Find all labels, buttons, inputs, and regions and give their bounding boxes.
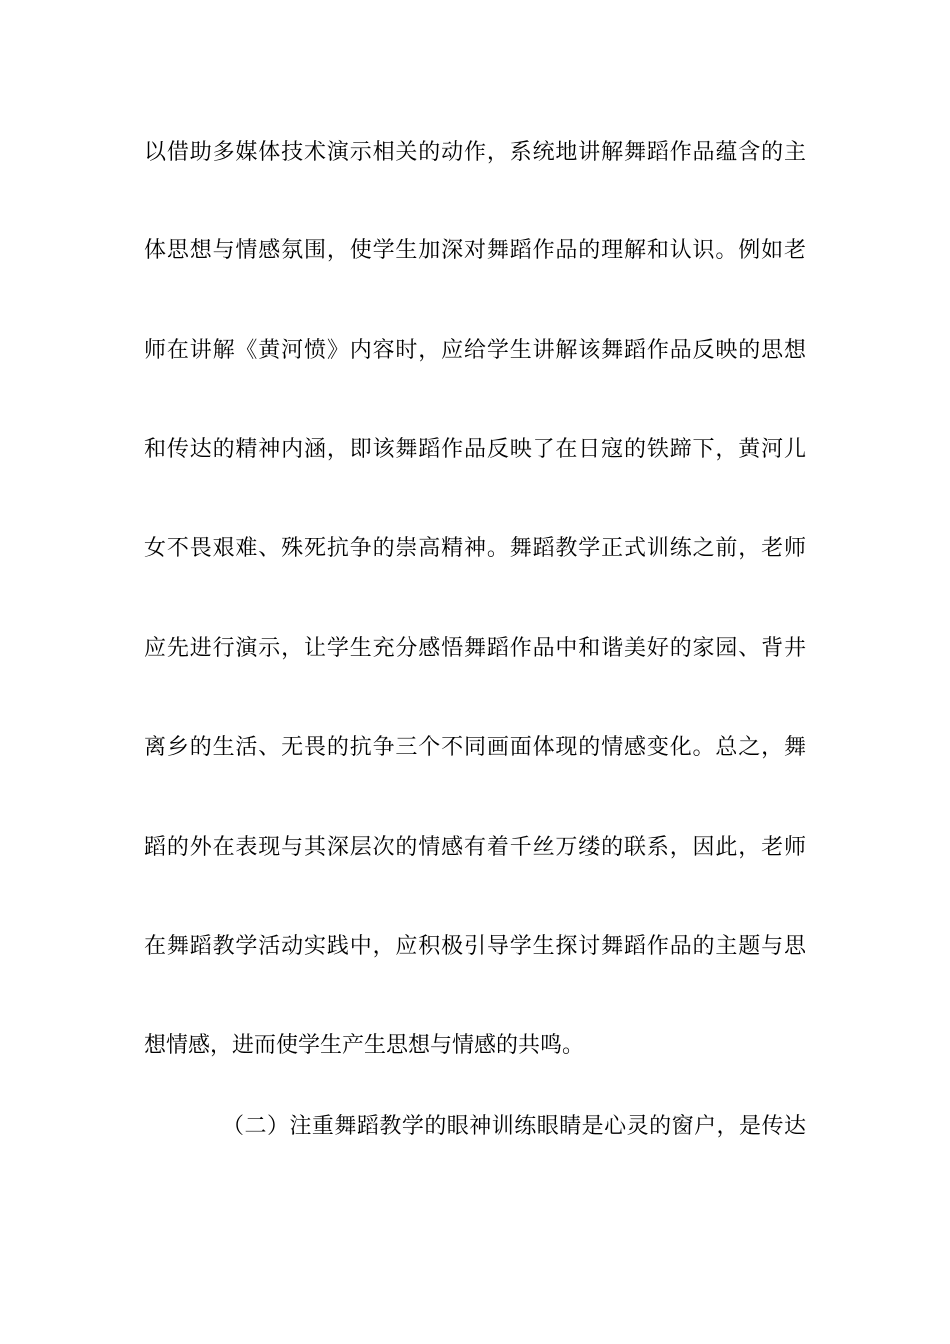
- paragraph-line: 蹈的外在表现与其深层次的情感有着千丝万缕的联系，因此，老师: [144, 835, 806, 860]
- paragraph-line: 以借助多媒体技术演示相关的动作，系统地讲解舞蹈作品蕴含的主: [144, 140, 806, 165]
- paragraph-line: 体思想与情感氛围，使学生加深对舞蹈作品的理解和认识。例如老: [144, 238, 806, 263]
- paragraph-line: 师在讲解《黄河愤》内容时，应给学生讲解该舞蹈作品反映的思想: [144, 338, 806, 363]
- paragraph-line: 和传达的精神内涵，即该舞蹈作品反映了在日寇的铁蹄下，黄河儿: [144, 437, 806, 462]
- section-heading-line: （二）注重舞蹈教学的眼神训练眼睛是心灵的窗户，是传达: [222, 1114, 806, 1139]
- paragraph-line: 应先进行演示，让学生充分感悟舞蹈作品中和谐美好的家园、背井: [144, 636, 806, 661]
- paragraph-last-line: 想情感，进而使学生产生思想与情感的共鸣。: [144, 1033, 585, 1058]
- paragraph-line: 在舞蹈教学活动实践中，应积极引导学生探讨舞蹈作品的主题与思: [144, 934, 806, 959]
- paragraph-line: 女不畏艰难、殊死抗争的崇高精神。舞蹈教学正式训练之前，老师: [144, 536, 806, 561]
- paragraph-line: 离乡的生活、无畏的抗争三个不同画面体现的情感变化。总之，舞: [144, 735, 806, 760]
